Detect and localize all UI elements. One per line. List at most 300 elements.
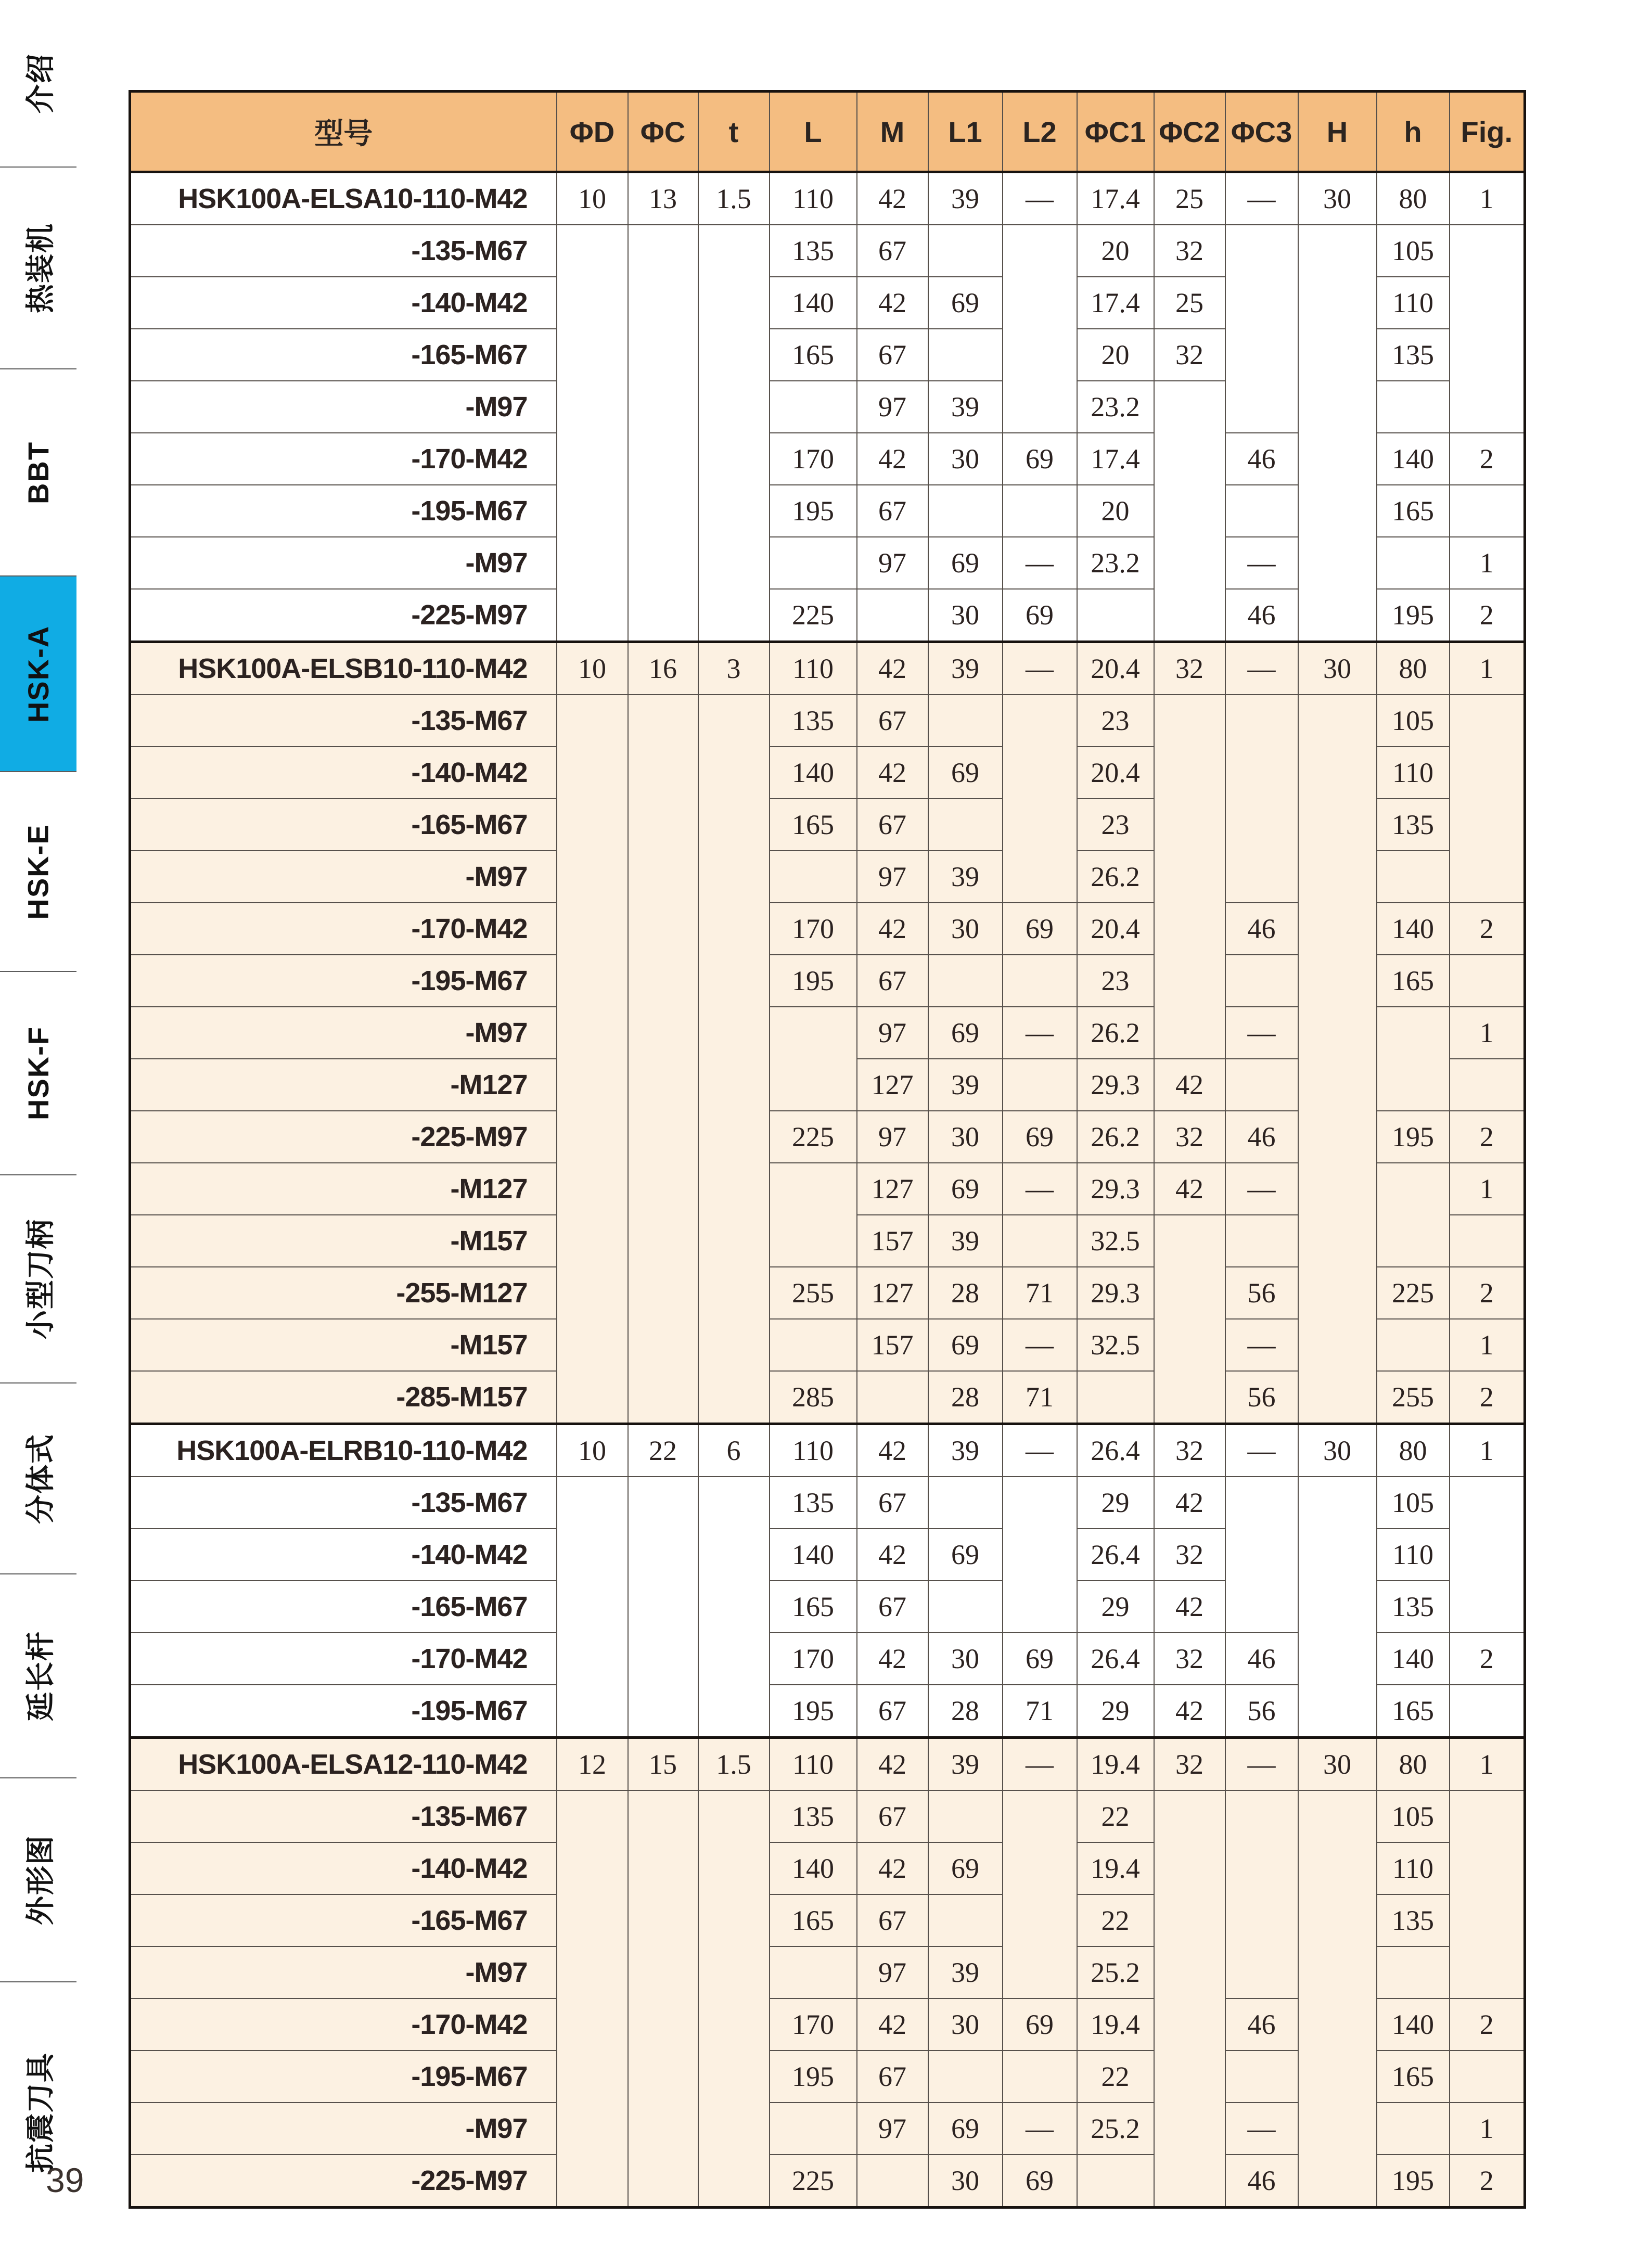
model-cell: -165-M67 <box>130 329 557 381</box>
model-cell: HSK100A-ELSA10-110-M42 <box>130 172 557 225</box>
data-cell <box>770 381 857 433</box>
data-cell <box>1450 1059 1525 1111</box>
column-header-Fig.: Fig. <box>1450 92 1525 172</box>
data-cell: 28 <box>928 1371 1003 1424</box>
data-cell <box>1225 851 1298 903</box>
table-block-3 <box>130 1738 1525 2208</box>
data-cell: 165 <box>770 1894 857 1946</box>
data-cell: 42 <box>857 277 928 329</box>
data-cell: 30 <box>928 1998 1003 2051</box>
data-cell: 22 <box>1077 2051 1154 2103</box>
sidebar-item-HSK-E[interactable] <box>0 772 76 972</box>
data-cell <box>698 1581 770 1633</box>
data-cell <box>557 1946 628 1998</box>
data-cell: — <box>1225 1319 1298 1371</box>
model-cell: -170-M42 <box>130 903 557 955</box>
data-cell <box>698 1842 770 1894</box>
data-cell: 46 <box>1225 1111 1298 1163</box>
data-cell: 56 <box>1225 1371 1298 1424</box>
table-row <box>130 2155 1525 2208</box>
data-cell: 69 <box>928 747 1003 799</box>
data-cell: 30 <box>928 589 1003 642</box>
data-cell <box>1450 851 1525 903</box>
data-cell: 135 <box>1377 1581 1450 1633</box>
data-cell: 67 <box>857 799 928 851</box>
data-cell <box>698 329 770 381</box>
data-cell <box>698 1163 770 1215</box>
data-cell: 67 <box>857 225 928 277</box>
data-cell: 105 <box>1377 1477 1450 1529</box>
data-cell: 67 <box>857 1477 928 1529</box>
data-cell: 127 <box>857 1267 928 1319</box>
data-cell: — <box>1003 1319 1077 1371</box>
data-cell: 110 <box>1377 1529 1450 1581</box>
column-header-t: t <box>698 92 770 172</box>
model-cell: -165-M67 <box>130 799 557 851</box>
data-cell: 67 <box>857 955 928 1007</box>
data-cell: 67 <box>857 2051 928 2103</box>
data-cell: 140 <box>1377 1998 1450 2051</box>
data-cell: 110 <box>770 642 857 695</box>
table-row <box>130 1998 1525 2051</box>
column-header-ΦC1: ΦC1 <box>1077 92 1154 172</box>
data-cell <box>698 1215 770 1267</box>
data-cell: 39 <box>928 1946 1003 1998</box>
page-number: 39 <box>46 2161 84 2199</box>
data-cell: 23 <box>1077 955 1154 1007</box>
data-cell <box>770 537 857 589</box>
data-cell: 67 <box>857 485 928 537</box>
data-cell <box>1298 1319 1377 1371</box>
data-cell: 255 <box>770 1267 857 1319</box>
model-cell: -135-M67 <box>130 1790 557 1842</box>
data-cell <box>628 589 698 642</box>
data-cell: 127 <box>857 1163 928 1215</box>
data-cell: 56 <box>1225 1267 1298 1319</box>
data-cell <box>1225 1059 1298 1111</box>
data-cell: 46 <box>1225 589 1298 642</box>
data-cell <box>628 1581 698 1633</box>
model-cell: -135-M67 <box>130 695 557 747</box>
data-cell <box>557 485 628 537</box>
data-cell <box>1298 1529 1377 1581</box>
sidebar-item-外形图[interactable] <box>0 1778 76 1982</box>
data-cell <box>770 1215 857 1267</box>
data-cell <box>1154 1371 1225 1424</box>
data-cell: 26.2 <box>1077 1007 1154 1059</box>
data-cell: 97 <box>857 1111 928 1163</box>
data-cell <box>698 1267 770 1319</box>
data-cell: 6 <box>698 1424 770 1477</box>
data-cell: 165 <box>1377 2051 1450 2103</box>
data-cell: — <box>1003 1007 1077 1059</box>
data-cell <box>1154 1790 1225 1842</box>
data-cell <box>557 1685 628 1738</box>
data-cell <box>1450 485 1525 537</box>
data-cell <box>1450 1685 1525 1738</box>
data-cell: 69 <box>1003 433 1077 485</box>
data-cell: 32 <box>1154 642 1225 695</box>
sidebar-item-BBT[interactable] <box>0 369 76 576</box>
data-cell: 39 <box>928 1215 1003 1267</box>
data-cell: 105 <box>1377 695 1450 747</box>
data-cell <box>1298 1790 1377 1842</box>
data-cell <box>1003 277 1077 329</box>
data-cell <box>557 1581 628 1633</box>
data-cell <box>1225 277 1298 329</box>
data-cell <box>698 2051 770 2103</box>
data-cell: 157 <box>857 1319 928 1371</box>
column-header-ΦC3: ΦC3 <box>1225 92 1298 172</box>
column-header-h: h <box>1377 92 1450 172</box>
data-cell <box>698 537 770 589</box>
model-cell: -170-M42 <box>130 1998 557 2051</box>
data-cell: 30 <box>928 433 1003 485</box>
data-cell: 10 <box>557 1424 628 1477</box>
data-cell <box>1298 589 1377 642</box>
data-cell: 1 <box>1450 1163 1525 1215</box>
data-cell: — <box>1225 1738 1298 1791</box>
data-cell <box>1298 1946 1377 1998</box>
data-cell <box>1450 1894 1525 1946</box>
data-cell <box>1450 2051 1525 2103</box>
data-cell: 110 <box>1377 747 1450 799</box>
data-cell <box>698 1529 770 1581</box>
table-row <box>130 1424 1525 1477</box>
model-cell: -195-M67 <box>130 485 557 537</box>
data-cell: — <box>1003 1738 1077 1791</box>
data-cell <box>928 799 1003 851</box>
data-cell <box>1003 1581 1077 1633</box>
data-cell <box>1450 799 1525 851</box>
data-cell <box>1154 799 1225 851</box>
column-header-型号: 型号 <box>130 92 557 172</box>
sidebar-item-label: 外形图 <box>23 1835 57 1925</box>
data-cell <box>557 1371 628 1424</box>
data-cell <box>1377 381 1450 433</box>
table-row <box>130 747 1525 799</box>
data-cell <box>1154 589 1225 642</box>
model-cell: -M157 <box>130 1215 557 1267</box>
data-cell: 127 <box>857 1059 928 1111</box>
sidebar-item-label: HSK-F <box>22 1026 55 1121</box>
data-cell <box>557 1842 628 1894</box>
data-cell: 26.4 <box>1077 1424 1154 1477</box>
table-row <box>130 903 1525 955</box>
data-cell <box>1003 485 1077 537</box>
data-cell: 32 <box>1154 329 1225 381</box>
data-cell: 20.4 <box>1077 642 1154 695</box>
table-row <box>130 277 1525 329</box>
table-row <box>130 1894 1525 1946</box>
data-cell <box>628 1842 698 1894</box>
data-cell <box>628 1215 698 1267</box>
sidebar-item-label: 分体式 <box>23 1433 57 1524</box>
data-cell <box>1154 2051 1225 2103</box>
data-cell <box>557 1215 628 1267</box>
data-cell: 195 <box>1377 1111 1450 1163</box>
data-cell <box>628 1111 698 1163</box>
data-cell: 97 <box>857 1946 928 1998</box>
sidebar-item-HSK-F[interactable] <box>0 972 76 1175</box>
data-cell <box>557 2051 628 2103</box>
sidebar-item-抗震刀具[interactable] <box>0 1982 76 2242</box>
data-cell <box>1003 1215 1077 1267</box>
data-cell: 135 <box>1377 329 1450 381</box>
data-cell <box>1154 955 1225 1007</box>
table-row <box>130 225 1525 277</box>
sidebar-item-小型刀柄[interactable] <box>0 1175 76 1383</box>
data-cell <box>1225 799 1298 851</box>
data-cell <box>628 1685 698 1738</box>
data-cell: 32.5 <box>1077 1319 1154 1371</box>
data-cell <box>928 1581 1003 1633</box>
data-cell <box>628 1007 698 1059</box>
data-cell: 69 <box>928 1319 1003 1371</box>
column-header-L1: L1 <box>928 92 1003 172</box>
data-cell <box>698 1319 770 1371</box>
data-cell: 135 <box>770 225 857 277</box>
data-cell <box>557 1163 628 1215</box>
data-cell: 69 <box>1003 1111 1077 1163</box>
data-cell <box>1225 1790 1298 1842</box>
data-cell: 42 <box>857 1998 928 2051</box>
data-cell <box>557 1267 628 1319</box>
table-row <box>130 2103 1525 2155</box>
data-cell <box>1154 433 1225 485</box>
data-cell <box>1077 589 1154 642</box>
data-cell: 195 <box>770 1685 857 1738</box>
data-cell: 165 <box>1377 1685 1450 1738</box>
data-cell: 135 <box>770 695 857 747</box>
data-cell: 110 <box>770 1738 857 1791</box>
data-cell <box>857 589 928 642</box>
data-cell <box>1298 1111 1377 1163</box>
model-cell: -170-M42 <box>130 1633 557 1685</box>
data-cell <box>628 955 698 1007</box>
data-cell: 195 <box>770 485 857 537</box>
data-cell <box>1450 225 1525 277</box>
model-cell: -135-M67 <box>130 225 557 277</box>
data-cell <box>557 695 628 747</box>
data-cell: 3 <box>698 642 770 695</box>
data-cell: 26.2 <box>1077 851 1154 903</box>
data-cell <box>698 2155 770 2208</box>
data-cell <box>1154 1946 1225 1998</box>
data-cell <box>1225 955 1298 1007</box>
data-cell: 19.4 <box>1077 1998 1154 2051</box>
sidebar-item-HSK-A[interactable] <box>0 576 76 772</box>
sidebar-item-延长杆[interactable] <box>0 1574 76 1778</box>
data-cell: 195 <box>770 2051 857 2103</box>
data-cell: 39 <box>928 642 1003 695</box>
table-row <box>130 1059 1525 1111</box>
sidebar-item-label: HSK-A <box>22 625 55 723</box>
data-cell: 1 <box>1450 2103 1525 2155</box>
sidebar-item-分体式[interactable] <box>0 1383 76 1574</box>
data-cell: 29.3 <box>1077 1059 1154 1111</box>
data-cell <box>1298 1059 1377 1111</box>
data-cell <box>1450 747 1525 799</box>
data-cell: 165 <box>1377 485 1450 537</box>
data-cell <box>928 1790 1003 1842</box>
data-cell: 39 <box>928 851 1003 903</box>
data-cell <box>628 903 698 955</box>
table-row <box>130 1267 1525 1319</box>
data-cell <box>1225 1581 1298 1633</box>
data-cell: 56 <box>1225 1685 1298 1738</box>
table-row <box>130 1007 1525 1059</box>
data-cell: 1.5 <box>698 172 770 225</box>
data-cell: 135 <box>1377 799 1450 851</box>
data-cell: 69 <box>928 1163 1003 1215</box>
data-cell: — <box>1003 1163 1077 1215</box>
data-cell <box>1298 851 1377 903</box>
data-cell <box>1298 2103 1377 2155</box>
data-cell <box>1003 1059 1077 1111</box>
data-cell: 25.2 <box>1077 2103 1154 2155</box>
data-cell: 195 <box>770 955 857 1007</box>
data-cell <box>628 329 698 381</box>
model-cell: -M127 <box>130 1163 557 1215</box>
data-cell <box>1450 277 1525 329</box>
data-cell <box>698 1371 770 1424</box>
data-cell: 39 <box>928 381 1003 433</box>
data-cell <box>557 747 628 799</box>
data-cell: — <box>1225 1163 1298 1215</box>
model-cell: -165-M67 <box>130 1894 557 1946</box>
data-cell <box>1154 381 1225 433</box>
model-cell: -170-M42 <box>130 433 557 485</box>
data-cell <box>557 1790 628 1842</box>
data-cell: 42 <box>857 1633 928 1685</box>
data-cell <box>1154 1267 1225 1319</box>
data-cell <box>1298 1685 1377 1738</box>
model-cell: -M97 <box>130 1007 557 1059</box>
data-cell <box>628 1371 698 1424</box>
data-cell: 105 <box>1377 225 1450 277</box>
data-cell <box>557 1007 628 1059</box>
table-row <box>130 1581 1525 1633</box>
data-cell: 25.2 <box>1077 1946 1154 1998</box>
data-cell <box>1154 1319 1225 1371</box>
data-cell: 32 <box>1154 225 1225 277</box>
data-cell <box>1003 695 1077 747</box>
data-cell <box>698 381 770 433</box>
data-cell: 225 <box>770 2155 857 2208</box>
data-cell <box>928 955 1003 1007</box>
data-cell <box>557 903 628 955</box>
table-row <box>130 1111 1525 1163</box>
data-cell <box>698 1790 770 1842</box>
data-cell <box>698 225 770 277</box>
data-cell: 46 <box>1225 433 1298 485</box>
data-cell: 22 <box>628 1424 698 1477</box>
data-cell: 225 <box>770 589 857 642</box>
data-cell <box>1450 695 1525 747</box>
data-cell: 285 <box>770 1371 857 1424</box>
data-cell <box>1154 1894 1225 1946</box>
sidebar-item-介绍[interactable] <box>0 0 76 168</box>
data-cell: 1 <box>1450 1319 1525 1371</box>
data-cell <box>928 1477 1003 1529</box>
data-cell <box>628 2103 698 2155</box>
data-cell: 135 <box>1377 1894 1450 1946</box>
data-cell: 1 <box>1450 1007 1525 1059</box>
data-cell: 69 <box>928 277 1003 329</box>
data-cell: — <box>1225 2103 1298 2155</box>
data-cell <box>1377 1007 1450 1059</box>
data-cell: 71 <box>1003 1371 1077 1424</box>
data-cell: 170 <box>770 1998 857 2051</box>
data-cell <box>1154 747 1225 799</box>
data-cell <box>1154 2155 1225 2208</box>
data-cell <box>698 589 770 642</box>
data-cell: 1 <box>1450 1424 1525 1477</box>
data-cell: — <box>1225 642 1298 695</box>
model-cell: -225-M97 <box>130 2155 557 2208</box>
column-header-L2: L2 <box>1003 92 1077 172</box>
data-cell: 165 <box>1377 955 1450 1007</box>
data-cell: 67 <box>857 695 928 747</box>
data-cell <box>1298 329 1377 381</box>
data-cell: 39 <box>928 1738 1003 1791</box>
data-cell <box>1154 485 1225 537</box>
data-cell: 30 <box>928 903 1003 955</box>
data-cell <box>698 2103 770 2155</box>
data-cell <box>1450 329 1525 381</box>
data-cell <box>770 1059 857 1111</box>
data-cell: 69 <box>928 1842 1003 1894</box>
data-cell <box>628 695 698 747</box>
spec-table <box>129 90 1526 2209</box>
data-cell: 135 <box>770 1790 857 1842</box>
data-cell <box>1377 2103 1450 2155</box>
model-cell: -195-M67 <box>130 2051 557 2103</box>
data-cell: 67 <box>857 1581 928 1633</box>
data-cell <box>1003 747 1077 799</box>
data-cell: 42 <box>857 747 928 799</box>
data-cell <box>698 1007 770 1059</box>
table-row <box>130 1842 1525 1894</box>
table-row <box>130 799 1525 851</box>
data-cell <box>557 955 628 1007</box>
data-cell <box>1154 851 1225 903</box>
data-cell: 42 <box>857 172 928 225</box>
table-row <box>130 1633 1525 1685</box>
data-cell: 22 <box>1077 1894 1154 1946</box>
data-cell <box>698 277 770 329</box>
data-cell <box>698 799 770 851</box>
data-cell: — <box>1225 172 1298 225</box>
data-cell <box>557 1633 628 1685</box>
data-cell: 32 <box>1154 1633 1225 1685</box>
data-cell <box>1450 1946 1525 1998</box>
data-cell: 80 <box>1377 642 1450 695</box>
data-cell <box>557 1894 628 1946</box>
data-cell <box>1298 433 1377 485</box>
table-row <box>130 1163 1525 1215</box>
data-cell <box>1225 329 1298 381</box>
data-cell: 25 <box>1154 172 1225 225</box>
model-cell: -195-M67 <box>130 1685 557 1738</box>
data-cell <box>1450 1529 1525 1581</box>
sidebar-item-热装机[interactable] <box>0 168 76 369</box>
data-cell <box>1225 1946 1298 1998</box>
data-cell: 225 <box>770 1111 857 1163</box>
data-cell <box>557 329 628 381</box>
model-cell: -140-M42 <box>130 277 557 329</box>
